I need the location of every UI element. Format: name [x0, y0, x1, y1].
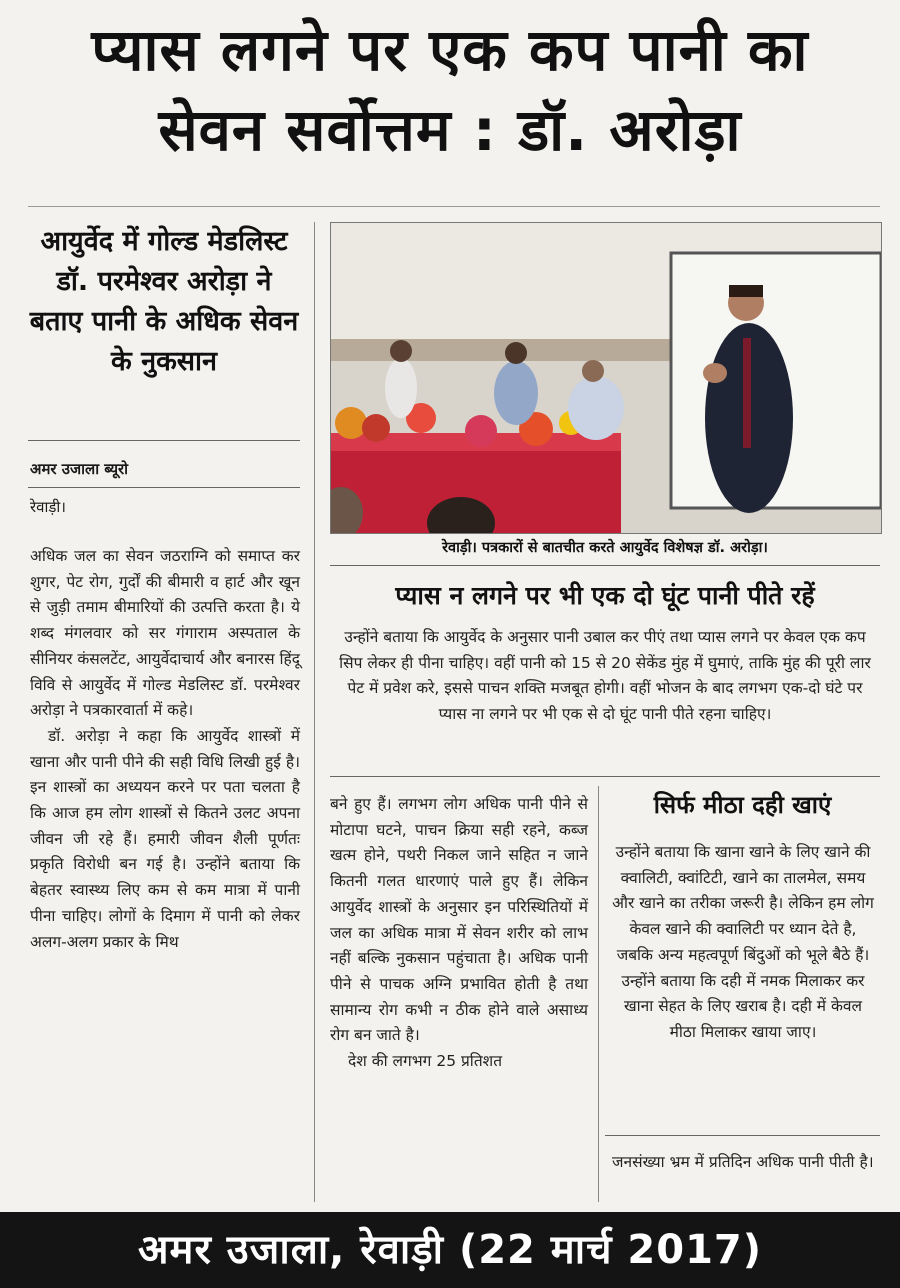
- photo-caption: रेवाड़ी। पत्रकारों से बातचीत करते आयुर्वेद विशेषज्ञ डॉ. अरोड़ा।: [442, 540, 768, 556]
- headline-line-2: सेवन सर्वोत्तम : डॉ. अरोड़ा: [158, 96, 742, 164]
- box-heading: प्यास न लगने पर भी एक दो घूंट पानी पीते रहें: [395, 581, 815, 610]
- headline-line-1: प्यास लगने पर एक कप पानी का: [91, 16, 809, 84]
- headline-rule: [28, 206, 880, 207]
- footer-banner: अमर उजाला, रेवाड़ी (22 मार्च 2017): [0, 1212, 900, 1288]
- column-divider-2: [598, 786, 599, 1202]
- column-divider-1: [314, 222, 315, 1202]
- col2-paragraph-2: देश की लगभग 25 प्रतिशत: [348, 1052, 503, 1071]
- box-text: उन्होंने बताया कि आयुर्वेद के अनुसार पानी उबाल कर पीएं तथा प्यास लगने पर केवल एक कप सिप लेकर ही पीना चाहिए। वहीं पानी को 15 से 20 सेकेंड मुंह में घुमाएं, ताकि मुंह की पूरी लार पेट में प्रवेश करे, इससे पाचन शक्ति मजबूत होगी। वहीं भोजन के बाद लगभग एक-दो घंटे पर प्यास ना लगने पर भी एक से दो घूंट पानी पीते रहना चाहिए।: [339, 628, 871, 723]
- sidebar-tail: जनसंख्या भ्रम में प्रतिदिन अधिक पानी पीती है।: [612, 1153, 874, 1171]
- sidebar-heading: सिर्फ मीठा दही खाएं: [653, 791, 832, 819]
- column-2: [330, 792, 588, 1075]
- box-rule: [330, 776, 880, 777]
- sidebar-tail-block: [612, 1150, 874, 1176]
- dateline: रेवाड़ी।: [30, 498, 66, 516]
- byline: अमर उजाला ब्यूरो: [30, 460, 129, 478]
- sidebar-text: उन्होंने बताया कि खाना खाने के लिए खाने की क्वालिटी, क्वांटिटी, खाने का तालमेल, समय और खाने का तरीका जरूरी है। लेकिन हम लोग केवल खाने की क्वालिटी पर ध्यान देते है, जबकि अन्य महत्वपूर्ण बिंदुओं को भूले बैठे हैं। उन्होंने बताया कि दही में नमक मिलाकर कर खाना सेहत के लिए खराब है। दही में केवल मीठा मिलाकर खाया जाए।: [612, 843, 874, 1041]
- photo: [330, 222, 882, 534]
- column-1: [30, 544, 300, 955]
- headline: [0, 10, 900, 170]
- sidebar-rule: [605, 1135, 880, 1136]
- press-conference-photo: [331, 223, 881, 533]
- caption-rule: [330, 565, 880, 566]
- col2-paragraph-1: बने हुए हैं। लगभग लोग अधिक पानी पीने से मोटापा घटने, पाचन क्रिया सही रहने, कब्ज खत्म होने, पथरी निकल जाने सहित न जाने कितनी गलत धारणाएं पाले हुए हैं। लेकिन आयुर्वेद शास्त्रों के अनुसार इन परिस्थितियों में जल का अधिक मात्रा में सेवन शरीर को लाभ नहीं बल्कि नुकसान पहुंचाता है। अधिक पानी पीने से पाचक अग्नि प्रभावित होती है तथा सामान्य रोग कभी न ठीक होने वाले असाध्य रोग बन जाते है।: [330, 795, 588, 1045]
- sidebar-text-block: [612, 840, 874, 1046]
- col1-paragraph-1: अधिक जल का सेवन जठराग्नि को समाप्त कर शुगर, पेट रोग, गुर्दों की बीमारी व हार्ट और खून से जुड़ी तमाम बीमारियों की उत्पत्ति करता है। ये शब्द मंगलवार को सर गंगाराम अस्पताल के सीनियर कंसलटेंट, आयुर्वेदाचार्य और बनारस हिंदू विवि से आयुर्वेद में गोल्ड मेडलिस्ट डॉ. परमेश्वर अरोड़ा ने पत्रकारवार्ता में कहे।: [30, 547, 301, 720]
- byline-rule: [28, 487, 300, 488]
- subhead-rule: [28, 440, 300, 441]
- col1-paragraph-2: डॉ. अरोड़ा ने कहा कि आयुर्वेद शास्त्रों में खाना और पानी पीने की सही विधि लिखी हुई है। इन शास्त्रों का अध्ययन करने पर पता चलता है कि आज हम लोग शास्त्रों से कितने उलट अपना जीवन जी रहे हैं। हमारी जीवन शैली पूर्णतः प्रकृति विरोधी बन गई है। उन्होंने बताया कि बेहतर स्वास्थ्य लिए कम से कम मात्रा में पानी पीना चाहिए। लोगों के दिमाग में पानी को लेकर अलग-अलग प्रकार के मिथ: [30, 726, 300, 951]
- subheadline: आयुर्वेद में गोल्ड मेडलिस्ट डॉ. परमेश्वर अरोड़ा ने बताए पानी के अधिक सेवन के नुकसान: [29, 226, 299, 377]
